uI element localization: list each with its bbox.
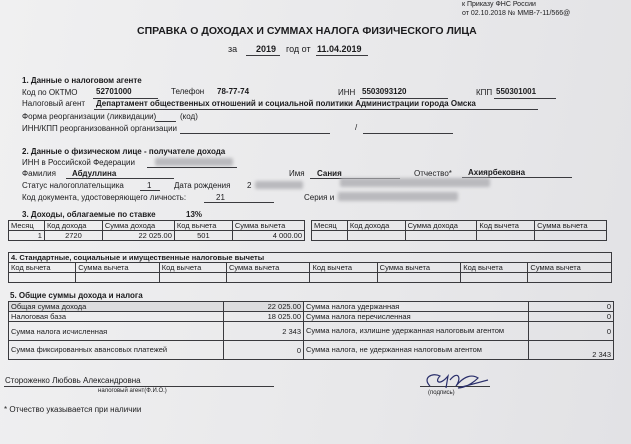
- header-deduction-sum: Сумма вычета: [528, 263, 612, 273]
- header-income-code: Код дохода: [347, 221, 405, 231]
- cell-income-sum: 22 025.00: [102, 231, 174, 241]
- birth-prefix: 2: [247, 181, 252, 190]
- signature-image: [418, 368, 498, 394]
- person-inn-label: ИНН в Российской Федерации: [22, 158, 135, 167]
- section4-heading: 4. Стандартные, социальные и имущественные налоговые вычеты: [9, 253, 612, 263]
- total-income-label: Общая сумма дохода: [9, 302, 224, 312]
- corner-note-line1: к Приказу ФНС России: [462, 1, 536, 8]
- table-row: [9, 231, 305, 241]
- tax-base-label: Налоговая база: [9, 312, 224, 322]
- header-deduction-code: Код вычета: [310, 263, 377, 273]
- fixed-advance-label: Сумма фиксированных авансовых платежей: [9, 341, 224, 360]
- income-table-left: [8, 220, 305, 241]
- reorg-inn-label: ИНН/КПП реорганизованной организации: [22, 124, 178, 133]
- redacted-birthdate: [255, 181, 303, 189]
- header-deduction-code: Код вычета: [461, 263, 528, 273]
- header-deduction-code: Код вычета: [477, 221, 535, 231]
- cell-deduction-sum: 4 000.00: [232, 231, 304, 241]
- section5-heading: 5. Общие суммы дохода и налога: [10, 291, 143, 300]
- signature-caption: (подпись): [428, 390, 455, 396]
- header-deduction-code: Код вычета: [159, 263, 226, 273]
- total-income-value: 22 025.00: [224, 302, 304, 312]
- inn-label: ИНН: [338, 88, 356, 97]
- section2-heading: 2. Данные о физическом лице - получателе дохода: [22, 147, 226, 156]
- header-month: Месяц: [9, 221, 45, 231]
- tax-not-withheld-value: 2 343: [529, 341, 614, 360]
- phone-value: 78-77-74: [217, 87, 250, 96]
- patronymic-value: Ахиярбековна: [468, 168, 526, 177]
- redacted-citizenship: [340, 178, 490, 187]
- status-value: 1: [147, 181, 152, 190]
- surname-value: Абдуллина: [72, 169, 117, 178]
- redacted-document-number: [338, 192, 458, 201]
- status-label: Статус налогоплательщика: [22, 181, 124, 190]
- header-income-sum: Сумма дохода: [405, 221, 477, 231]
- doc-code-value: 21: [216, 193, 225, 202]
- tax-transferred-value: 0: [529, 312, 614, 322]
- footnote: * Отчество указывается при наличии: [4, 405, 142, 414]
- surname-label: Фамилия: [22, 169, 56, 178]
- income-table-right: [311, 220, 607, 241]
- kpp-value: 550301001: [496, 87, 537, 96]
- doc-code-label: Код документа, удостоверяющего личность:: [22, 193, 187, 202]
- tax-calculated-label: Сумма налога исчисленная: [9, 322, 224, 341]
- tax-transferred-label: Сумма налога перечисленная: [304, 312, 529, 322]
- deductions-table: [8, 252, 612, 283]
- header-deduction-sum: Сумма вычета: [226, 263, 310, 273]
- birth-label: Дата рождения: [174, 181, 231, 190]
- section1-heading: 1. Данные о налоговом агенте: [22, 76, 142, 85]
- cell-income-code: 2720: [44, 231, 102, 241]
- reorg-code: (код): [180, 112, 198, 121]
- year-value: 2019: [256, 44, 277, 54]
- signer-name: Стороженко Любовь Александровна: [5, 376, 141, 385]
- cell-month: 1: [9, 231, 45, 241]
- header-deduction-code: Код вычета: [9, 263, 76, 273]
- tax-withheld-value: 0: [529, 302, 614, 312]
- date-label: год от: [286, 44, 311, 54]
- reorg-label: Форма реорганизации (ликвидации): [22, 112, 157, 121]
- kpp-label: КПП: [476, 88, 493, 97]
- section3-heading: 3. Доходы, облагаемые по ставке: [22, 210, 156, 219]
- cell-deduction-code: 501: [174, 231, 232, 241]
- corner-note-line2: от 02.10.2018 № ММВ-7-11/566@: [462, 10, 571, 17]
- tax-overwithheld-value: 0: [529, 322, 614, 341]
- document-title: СПРАВКА О ДОХОДАХ И СУММАХ НАЛОГА ФИЗИЧЕСКОГО ЛИЦА: [137, 25, 477, 37]
- year-prefix: за: [228, 44, 238, 54]
- reorg-slash: /: [355, 123, 358, 132]
- agent-value: Департамент общественных отношений и социальной политики Администрации города Омска: [96, 99, 476, 108]
- tax-overwithheld-label: Сумма налога, излишне удержанная налоговым агентом: [304, 322, 529, 341]
- header-deduction-sum: Сумма вычета: [535, 221, 607, 231]
- redacted-inn: [155, 158, 233, 166]
- phone-label: Телефон: [171, 87, 205, 96]
- header-deduction-sum: Сумма вычета: [232, 221, 304, 231]
- fixed-advance-value: 0: [224, 341, 304, 360]
- name-value: Сания: [317, 169, 342, 178]
- oktmo-value: 52701000: [96, 87, 132, 96]
- oktmo-label: Код по ОКТМО: [22, 88, 78, 97]
- header-month: Месяц: [312, 221, 348, 231]
- tax-withheld-label: Сумма налога удержанная: [304, 302, 529, 312]
- header-income-code: Код дохода: [44, 221, 102, 231]
- header-deduction-sum: Сумма вычета: [377, 263, 461, 273]
- series-label: Серия и: [304, 193, 335, 202]
- rate-value: 13%: [186, 210, 203, 219]
- header-deduction-sum: Сумма вычета: [76, 263, 160, 273]
- tax-not-withheld-label: Сумма налога, не удержанная налоговым агентом: [304, 341, 529, 360]
- tax-calculated-value: 2 343: [224, 322, 304, 341]
- agent-label: Налоговый агент: [22, 99, 86, 108]
- patronymic-label: Отчество*: [414, 169, 452, 178]
- totals-table: [8, 301, 614, 360]
- signer-caption: налоговый агент(Ф.И.О.): [98, 388, 167, 394]
- inn-value: 5503093120: [362, 87, 407, 96]
- name-label: Имя: [289, 169, 305, 178]
- header-deduction-code: Код вычета: [174, 221, 232, 231]
- header-income-sum: Сумма дохода: [102, 221, 174, 231]
- tax-base-value: 18 025.00: [224, 312, 304, 322]
- date-value: 11.04.2019: [317, 44, 362, 54]
